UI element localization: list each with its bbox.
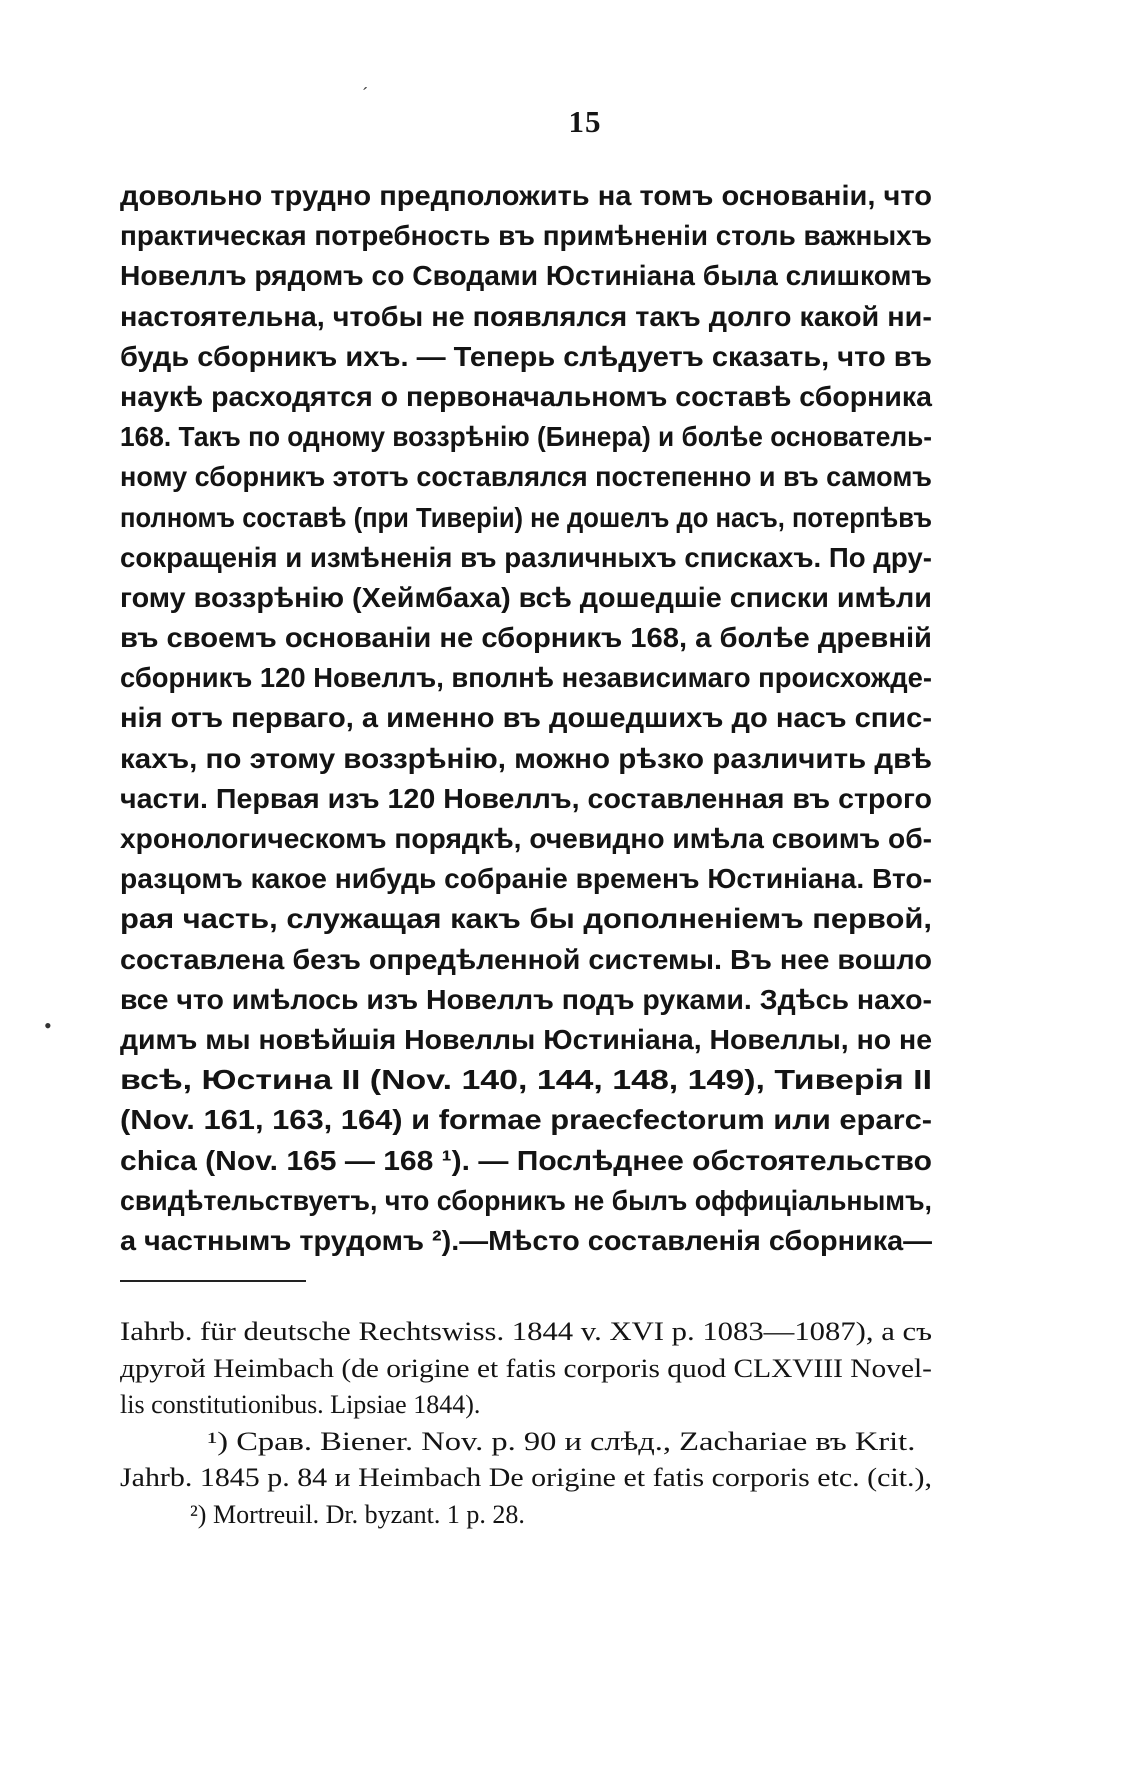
footnote-line: другой Heimbach (de origine et fatis corporis quod CLXVIII Novel- — [120, 1353, 932, 1383]
body-line: практическая потребность въ примѣненіи столь важныхъ — [120, 220, 932, 252]
body-line: разцомъ какое нибудь собраніе временъ Юстиніана. Вто- — [120, 863, 933, 895]
body-line: составлена безъ опредѣленной системы. Въ нее вошло — [120, 943, 932, 975]
body-line: свидѣтельствуетъ, что сборникъ не былъ оффиціальнымъ, — [120, 1184, 932, 1216]
body-line: довольно трудно предположить на томъ основаніи, что — [120, 180, 933, 211]
page-number: 15 — [568, 104, 602, 139]
body-line: (Nov. 161, 163, 164) и formae praecfectorum или eparc- — [120, 1104, 933, 1136]
body-line: кахъ, по этому воззрѣнію, можно рѣзко различить двѣ — [120, 742, 933, 774]
body-line: въ своемъ основаніи не сборникъ 168, а болѣе древній — [120, 622, 932, 654]
body-line: всѣ, Юстина II (Nov. 140, 144, 148, 149), Тиверія II — [120, 1064, 933, 1096]
body-text — [120, 176, 932, 1261]
body-line: гому воззрѣнію (Хеймбаха) всѣ дошедшіе списки имѣли — [120, 581, 932, 613]
body-line: ному сборникъ этотъ составлялся постепенно и въ самомъ — [120, 461, 933, 493]
scan-speck: • — [44, 1013, 52, 1038]
body-line: 168. Такъ по одному воззрѣнію (Бинера) и болѣе основатель- — [120, 421, 932, 453]
body-line: все что имѣлось изъ Новеллъ подъ руками. Здѣсь нахо- — [120, 983, 932, 1015]
body-line: настоятельна, чтобы не появлялся такъ долго какой ни- — [120, 300, 932, 332]
body-line: рая часть, служащая какъ бы дополненіемъ первой, — [120, 903, 933, 935]
body-line: наукѣ расходятся о первоначальномъ составѣ сборника — [120, 380, 932, 412]
body-line: полномъ составѣ (при Тиверіи) не дошелъ до насъ, потерпѣвъ — [120, 501, 933, 533]
body-line: хронологическомъ порядкѣ, очевидно имѣла своимъ об- — [120, 823, 933, 854]
body-line: сокращенія и измѣненія въ различныхъ спискахъ. По дру- — [120, 541, 932, 573]
body-line: Новеллъ рядомъ со Сводами Юстиніана была слишкомъ — [120, 260, 932, 292]
body-line: нія отъ перваго, а именно въ дошедшихъ до насъ спис- — [120, 702, 933, 734]
body-line: сборникъ 120 Новеллъ, вполнѣ независимаго происхожде- — [120, 662, 932, 694]
footnote-separator-rule — [120, 1280, 306, 1282]
body-line: димъ мы новѣйшія Новеллы Юстиніана, Новеллы, но не — [120, 1023, 933, 1055]
footnote-line: Iahrb. für deutsche Rechtswiss. 1844 v. XVI p. 1083—1087), а съ — [120, 1317, 932, 1346]
footnotes — [120, 1314, 932, 1533]
footnote-line: lis constitutionibus. Lipsiae 1844). — [120, 1390, 481, 1419]
footnote-line: ²) Mortreuil. Dr. byzant. 1 p. 28. — [190, 1499, 525, 1529]
body-line: chica (Nov. 165 — 168 ¹). — Послѣднее обстоятельство — [120, 1144, 932, 1176]
scan-speck: ˊ — [362, 84, 368, 104]
body-line: а частнымъ трудомъ ²).—Мѣсто составленія сборника— — [120, 1224, 933, 1256]
body-line: части. Первая изъ 120 Новеллъ, составленная въ строго — [120, 782, 932, 814]
footnote-line: Jahrb. 1845 p. 84 и Heimbach De origine et fatis corporis etc. (cit.), — [120, 1463, 933, 1492]
footnote-line: ¹) Срав. Biener. Nov. p. 90 и слѣд., Zachariae въ Krit. — [207, 1426, 916, 1456]
body-line: будь сборникъ ихъ. — Теперь слѣдуетъ сказать, что въ — [120, 340, 932, 372]
